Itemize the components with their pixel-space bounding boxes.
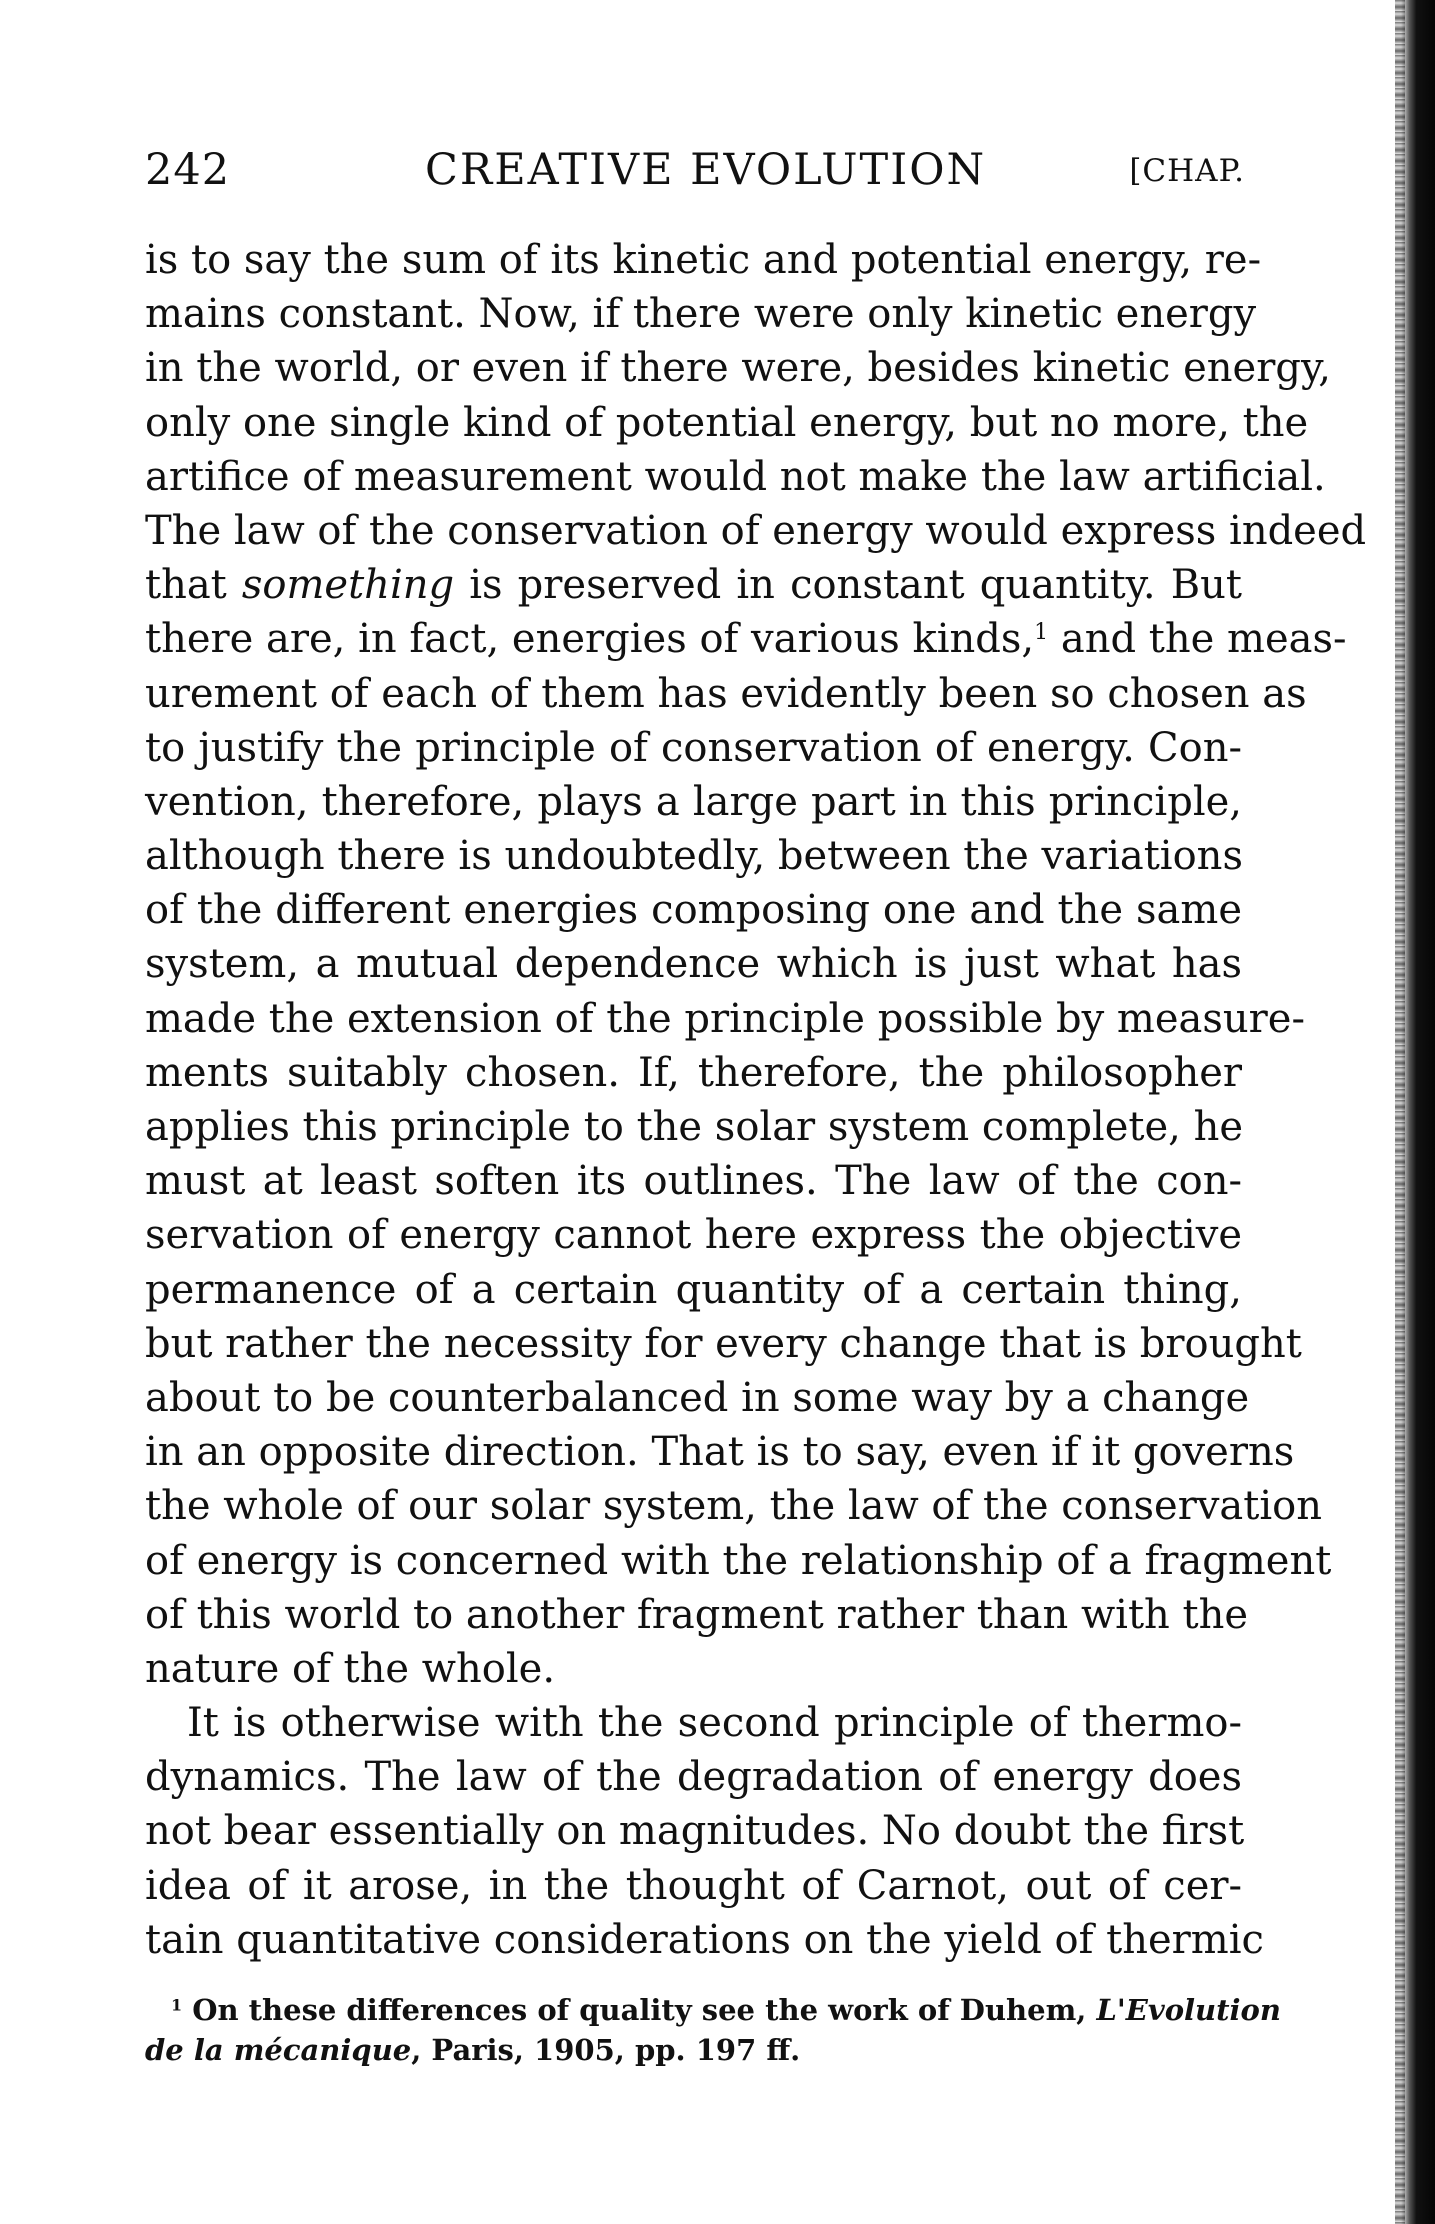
chapter-mark: [CHAP.	[1129, 153, 1245, 189]
text-line: although there is undoubtedly, between the variations	[145, 833, 1243, 880]
scan-edge-texture	[1395, 0, 1405, 2224]
text-line: of this world to another fragment rather than with the	[145, 1591, 1249, 1638]
paragraph-end-line: nature of the whole.	[145, 1645, 556, 1692]
text-line-footnote-ref	[145, 612, 1347, 666]
scan-edge-shadow	[1401, 0, 1435, 2224]
footnote-marker: 1	[171, 1995, 183, 2015]
footnote-text: On these differences of quality see the work of Duhem,	[182, 1993, 1097, 2027]
text-line: dynamics. The law of the degradation of energy does	[145, 1754, 1242, 1801]
text-segment: there are, in fact, energies of various kinds,	[145, 616, 1035, 663]
text-line: in the world, or even if there were, besides kinetic energy,	[145, 345, 1331, 392]
text-line: is to say the sum of its kinetic and potential energy, re-	[145, 237, 1262, 283]
text-line: applies this principle to the solar system complete, he	[145, 1104, 1244, 1150]
footnote-line	[145, 2030, 1242, 2070]
footnote-text: , Paris, 1905, pp. 197 ff.	[411, 2033, 801, 2067]
text-segment: that	[145, 562, 242, 609]
text-line: ments suitably chosen. If, therefore, the philosopher	[145, 1049, 1242, 1096]
text-line: The law of the conservation of energy would express indeed	[145, 507, 1367, 554]
text-line: the whole of our solar system, the law of the conservation	[145, 1483, 1322, 1530]
footnote-title: L'Evolution	[1096, 1993, 1281, 2027]
text-line: urement of each of them has evidently been so chosen as	[145, 670, 1307, 717]
text-line: of energy is concerned with the relationship of a fragment	[145, 1537, 1332, 1584]
footnote-reference[interactable]: 1	[1034, 620, 1049, 646]
italic-word: something	[241, 562, 455, 609]
footnote-title: de la mécanique	[145, 2033, 412, 2067]
text-line: to justify the principle of conservation of energy. Con-	[145, 724, 1242, 771]
text-line: servation of energy cannot here express the objective	[145, 1212, 1242, 1259]
footnote-line	[145, 1990, 1281, 2030]
text-segment: is preserved in constant quantity. But	[454, 562, 1242, 609]
text-line: of the different energies composing one and the same	[145, 887, 1242, 934]
text-line: but rather the necessity for every change that is brought	[145, 1320, 1302, 1367]
running-title: CREATIVE EVOLUTION	[425, 145, 987, 195]
text-line-emphasis	[145, 558, 1242, 612]
footnote	[145, 1990, 1281, 2070]
text-line: vention, therefore, plays a large part in this principle,	[145, 778, 1242, 825]
text-line: mains constant. Now, if there were only kinetic energy	[145, 291, 1257, 338]
paragraph-start-line: It is otherwise with the second principle of thermo-	[187, 1700, 1242, 1747]
body-text	[145, 233, 1367, 1967]
text-line: only one single kind of potential energy, but no more, the	[145, 399, 1309, 446]
text-line: idea of it arose, in the thought of Carnot, out of cer-	[145, 1862, 1242, 1909]
text-line: system, a mutual dependence which is just what has	[145, 941, 1242, 988]
text-line: made the extension of the principle possible by measure-	[145, 995, 1305, 1042]
text-line: not bear essentially on magnitudes. No doubt the first	[145, 1808, 1245, 1855]
text-line: about to be counterbalanced in some way by a change	[145, 1374, 1250, 1421]
text-line: tain quantitative considerations on the yield of thermic	[145, 1916, 1264, 1963]
text-line: in an opposite direction. That is to say, even if it governs	[145, 1429, 1295, 1476]
page-header	[145, 145, 1245, 205]
page-number: 242	[145, 145, 231, 195]
text-line: must at least soften its outlines. The law of the con-	[145, 1158, 1242, 1205]
text-line: permanence of a certain quantity of a certain thing,	[145, 1266, 1242, 1313]
text-line: artifice of measurement would not make the law artificial.	[145, 453, 1326, 500]
text-segment: and the meas-	[1048, 616, 1347, 663]
